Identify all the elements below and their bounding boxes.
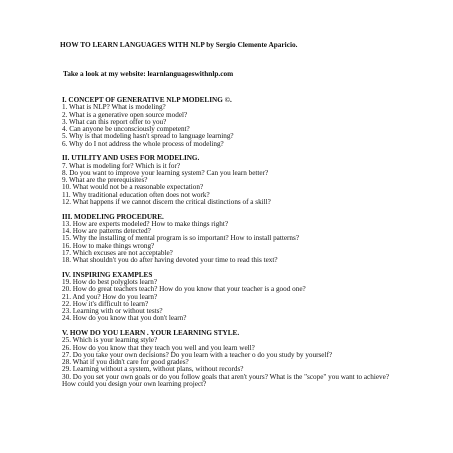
list-item: 27. Do you take your own decisions? Do you learn with a teacher o do you study by yourself?	[62, 350, 333, 359]
list-item: 28. What if you didn't care for good grades?	[62, 358, 189, 366]
toc-section	[62, 330, 392, 388]
list-item: 7. What is modeling for? Which is it for?	[62, 161, 181, 170]
section-heading: I. CONCEPT OF GENERATIVE NLP MODELING ©.	[62, 96, 232, 104]
list-item: 25. Which is your learning style?	[62, 336, 158, 345]
list-item: 20. How do great teachers teach? How do you know that your teacher is a good one?	[62, 285, 306, 294]
list-item: 5. Why is that modeling hasn't spread to language learning?	[62, 132, 234, 141]
section-heading: III. MODELING PROCEDURE.	[62, 212, 164, 221]
list-item: 8. Do you want to improve your learning system? Can you learn better?	[62, 168, 269, 177]
list-item: 2. What is a generative open source model?	[62, 110, 188, 119]
list-item: 21. And you? How do you learn?	[62, 292, 158, 301]
section-heading: IV. INSPIRING EXAMPLES	[62, 270, 153, 279]
list-item: 15. Why the installing of mental program is so important? How to install patterns?	[62, 234, 300, 243]
list-item: 17. Which excuses are not acceptable?	[62, 248, 173, 257]
toc-section	[62, 214, 392, 265]
list-item: 14. How are patterns detected?	[62, 227, 151, 235]
list-item: 29. Learning without a system, without plans, without records?	[62, 365, 244, 374]
toc-section	[62, 272, 392, 323]
document-title: HOW TO LEARN LANGUAGES WITH NLP by Sergio Clemente Aparicio.	[60, 40, 298, 49]
table-of-contents	[62, 97, 392, 388]
list-item: 18. What shouldn't you do after having devoted your time to read this text?	[62, 256, 278, 264]
toc-section	[62, 97, 392, 148]
list-item: 10. What would not be a reasonable expectation?	[62, 183, 204, 192]
section-heading: II. UTILITY AND USES FOR MODELING.	[62, 154, 200, 163]
list-item: 3. What can this report offer to you?	[62, 117, 167, 126]
list-item: 1. What is NLP? What is modeling?	[62, 103, 166, 112]
list-item: 12. What happens if we cannot discern the critical distinctions of a skill?	[62, 197, 271, 206]
list-item: 16. How to make things wrong?	[62, 241, 155, 250]
list-item: 6. Why do I not address the whole process of modeling?	[62, 139, 224, 148]
list-item: 19. How do best polyglots learn?	[62, 278, 158, 286]
list-item: 26. How do you know that they teach you well and you learn well?	[62, 343, 255, 352]
website-line: Take a look at my website: learnlanguageswithnlp.com	[63, 69, 234, 78]
list-item: 24. How do you know that you don't learn?	[62, 314, 187, 323]
list-item: 30. Do you set your own goals or do you follow goals that aren't yours? What is the "scope" you want to achieve? How could you design your own learning project?	[62, 372, 390, 388]
list-item: 22. How it's difficult to learn?	[62, 299, 149, 308]
list-item: 9. What are the prerequisites?	[62, 176, 148, 184]
toc-section	[62, 155, 392, 206]
list-item: 11. Why traditional education often does not work?	[62, 190, 210, 199]
section-heading: V. HOW DO YOU LEARN . YOUR LEARNING STYLE.	[62, 329, 240, 337]
list-item: 23. Learning with or without tests?	[62, 307, 163, 315]
list-item: 13. How are experts modeled? How to make things right?	[62, 219, 229, 228]
list-item: 4. Can anyone be unconsciously competent?	[62, 125, 190, 133]
